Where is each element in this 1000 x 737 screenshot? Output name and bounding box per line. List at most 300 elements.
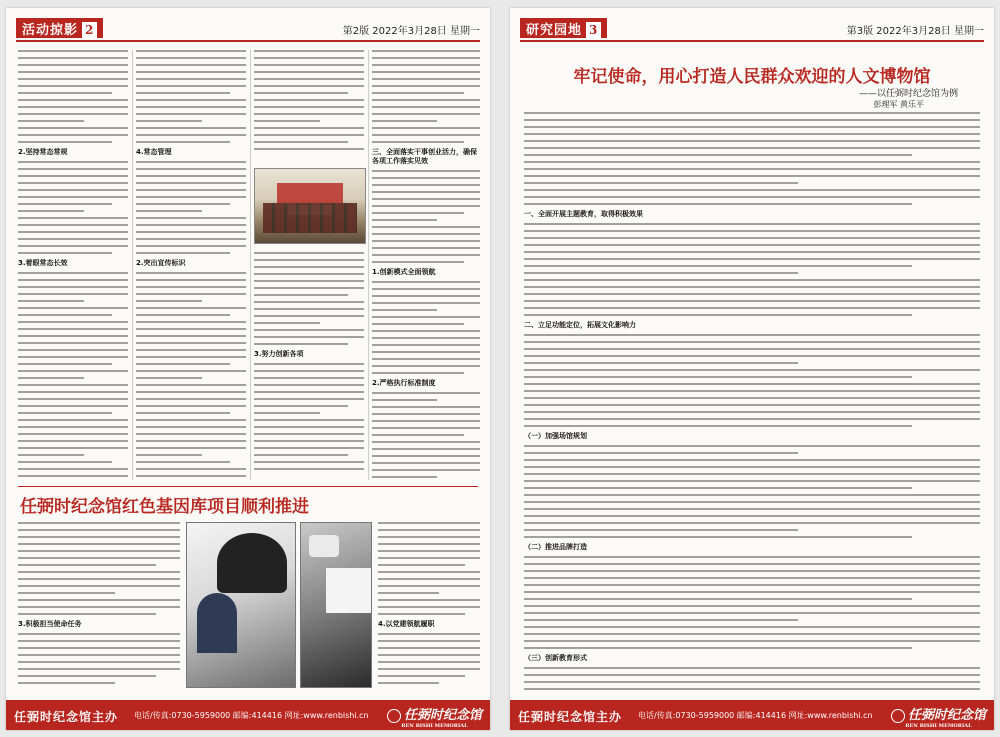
text-line xyxy=(18,433,128,435)
text-line xyxy=(18,606,180,608)
text-line xyxy=(524,466,980,468)
text-line xyxy=(372,99,480,101)
text-line xyxy=(524,119,980,121)
text-line xyxy=(136,141,230,143)
text-line xyxy=(18,578,180,580)
text-line xyxy=(254,398,364,400)
text-line xyxy=(372,330,480,332)
text-line xyxy=(18,245,128,247)
text-line xyxy=(378,585,480,587)
text-line xyxy=(524,688,980,690)
text-line xyxy=(18,175,128,177)
text-line xyxy=(524,522,980,524)
text-line xyxy=(18,564,156,566)
text-line xyxy=(378,571,480,573)
text-line xyxy=(372,106,480,108)
logo-emblem-icon xyxy=(387,709,401,723)
text-line xyxy=(18,279,128,281)
text-line xyxy=(18,64,128,66)
article-author: 彭理军 黄乐平 xyxy=(873,100,924,109)
text-line xyxy=(18,370,128,372)
text-line xyxy=(254,252,364,254)
text-line xyxy=(18,307,128,309)
text-line xyxy=(524,397,980,399)
text-line xyxy=(524,140,980,142)
text-line xyxy=(136,475,246,477)
text-line xyxy=(136,454,202,456)
text-line xyxy=(524,272,798,274)
text-column-1 xyxy=(18,50,128,480)
text-line xyxy=(524,563,980,565)
text-line xyxy=(524,369,980,371)
text-line xyxy=(136,64,246,66)
text-line xyxy=(18,585,180,587)
text-line xyxy=(372,344,480,346)
text-line xyxy=(254,384,364,386)
text-line xyxy=(254,106,364,108)
text-column-bottom-right xyxy=(378,522,480,688)
column-divider xyxy=(368,50,369,480)
camera-box xyxy=(326,568,372,613)
text-line xyxy=(524,577,980,579)
umbrella-light xyxy=(217,533,287,593)
text-line xyxy=(372,337,480,339)
text-line xyxy=(136,210,202,212)
subheading: 三、全面落实干事创业活力，确保各项工作落实见效 xyxy=(372,148,477,165)
text-line xyxy=(136,342,246,344)
text-line xyxy=(18,391,128,393)
text-line xyxy=(372,448,480,450)
text-line xyxy=(372,247,480,249)
text-line xyxy=(524,265,912,267)
text-line xyxy=(524,605,980,607)
text-line xyxy=(18,550,180,552)
title-rule xyxy=(18,486,478,487)
text-line xyxy=(136,224,246,226)
text-line xyxy=(524,279,980,281)
text-line xyxy=(524,674,980,676)
text-line xyxy=(372,134,480,136)
text-line xyxy=(254,412,320,414)
text-line xyxy=(524,418,980,420)
text-line xyxy=(254,440,364,442)
text-line xyxy=(372,141,464,143)
text-line xyxy=(18,120,84,122)
text-line xyxy=(524,681,980,683)
text-line xyxy=(372,288,480,290)
text-line xyxy=(372,219,437,221)
text-line xyxy=(378,640,480,642)
text-line xyxy=(18,613,156,615)
text-line xyxy=(372,469,480,471)
text-line xyxy=(254,259,364,261)
text-line xyxy=(18,529,180,531)
text-line xyxy=(254,336,364,338)
text-line xyxy=(18,293,128,295)
text-line xyxy=(18,363,112,365)
text-line xyxy=(372,205,480,207)
text-line xyxy=(372,198,480,200)
text-line xyxy=(372,177,480,179)
text-column-3a xyxy=(254,50,364,160)
subheading: 4.常态管理 xyxy=(136,148,172,156)
text-line xyxy=(524,619,798,621)
subheading: 3.努力创新各项 xyxy=(254,350,304,358)
text-line xyxy=(372,365,480,367)
subheading: （一）加强场馆规划 xyxy=(524,432,587,440)
text-line xyxy=(136,203,230,205)
text-line xyxy=(136,78,246,80)
text-line xyxy=(372,191,480,193)
text-line xyxy=(378,557,480,559)
section-badge: 研究园地 3 xyxy=(520,18,607,38)
text-line xyxy=(372,316,480,318)
text-line xyxy=(372,92,464,94)
text-line xyxy=(524,626,980,628)
text-column-2 xyxy=(136,50,246,480)
text-line xyxy=(18,668,180,670)
text-line xyxy=(18,640,180,642)
text-line xyxy=(372,78,480,80)
text-line xyxy=(18,238,128,240)
text-line xyxy=(18,384,128,386)
text-line xyxy=(254,85,364,87)
text-line xyxy=(524,168,980,170)
text-line xyxy=(524,355,980,357)
text-line xyxy=(372,413,480,415)
text-line xyxy=(136,231,246,233)
page-number: 2 xyxy=(82,22,97,38)
text-line xyxy=(18,440,128,442)
text-line xyxy=(18,377,84,379)
text-line xyxy=(378,578,480,580)
text-column-3b xyxy=(254,252,364,480)
text-line xyxy=(18,203,112,205)
text-line xyxy=(18,71,128,73)
text-line xyxy=(254,308,364,310)
text-line xyxy=(524,647,912,649)
text-line xyxy=(18,99,128,101)
text-line xyxy=(372,462,480,464)
text-line xyxy=(254,120,320,122)
text-line xyxy=(372,323,464,325)
text-line xyxy=(254,92,348,94)
text-line xyxy=(524,314,912,316)
text-line xyxy=(18,57,128,59)
text-line xyxy=(524,390,980,392)
text-line xyxy=(372,295,480,297)
right-page-header xyxy=(520,16,984,42)
text-line xyxy=(378,529,480,531)
text-line xyxy=(524,348,980,350)
text-line xyxy=(136,50,246,52)
text-line xyxy=(372,64,480,66)
text-line xyxy=(372,455,480,457)
text-line xyxy=(254,363,364,365)
text-line xyxy=(378,536,480,538)
text-line xyxy=(254,301,364,303)
text-line xyxy=(524,203,912,205)
text-line xyxy=(524,584,980,586)
text-line xyxy=(524,147,980,149)
text-line xyxy=(254,148,364,150)
text-line xyxy=(254,377,364,379)
text-line xyxy=(136,238,246,240)
text-line xyxy=(254,280,364,282)
text-line xyxy=(378,550,480,552)
text-line xyxy=(136,189,246,191)
text-line xyxy=(136,245,246,247)
right-newspaper-page xyxy=(510,8,994,730)
text-line xyxy=(136,321,246,323)
text-line xyxy=(378,661,480,663)
text-line xyxy=(372,85,480,87)
text-line xyxy=(136,161,246,163)
text-line xyxy=(136,92,230,94)
column-divider xyxy=(132,50,133,480)
text-line xyxy=(524,293,980,295)
text-line xyxy=(136,279,246,281)
text-line xyxy=(18,571,180,573)
text-line xyxy=(18,314,112,316)
text-line xyxy=(18,50,128,52)
text-line xyxy=(524,376,912,378)
text-line xyxy=(524,244,980,246)
softbox xyxy=(309,535,339,557)
right-page-footer xyxy=(510,700,994,730)
text-line xyxy=(254,426,364,428)
text-line xyxy=(378,564,465,566)
text-line xyxy=(18,405,128,407)
text-line xyxy=(524,570,980,572)
text-line xyxy=(524,501,980,503)
text-line xyxy=(136,293,246,295)
text-line xyxy=(524,112,980,114)
text-line xyxy=(378,522,480,524)
text-line xyxy=(136,335,246,337)
text-line xyxy=(18,161,128,163)
subheading: 2.坚持常态常规 xyxy=(18,148,68,156)
left-page-footer xyxy=(6,700,490,730)
text-line xyxy=(18,106,128,108)
text-line xyxy=(254,294,348,296)
text-line xyxy=(254,419,364,421)
text-line xyxy=(18,398,128,400)
studio-photo-operator xyxy=(186,522,296,688)
text-line xyxy=(372,309,437,311)
text-line xyxy=(372,71,480,73)
text-line xyxy=(18,127,128,129)
text-line xyxy=(18,536,180,538)
text-line xyxy=(136,349,246,351)
text-line xyxy=(524,154,912,156)
text-line xyxy=(524,633,980,635)
text-line xyxy=(524,640,980,642)
text-line xyxy=(372,420,480,422)
memorial-logo: 任弼时纪念馆 REN BISHI MEMORIAL xyxy=(891,704,986,729)
text-line xyxy=(378,633,480,635)
text-line xyxy=(18,647,180,649)
text-line xyxy=(372,127,480,129)
subheading: 1.创新模式全面领航 xyxy=(372,268,436,276)
text-line xyxy=(136,391,246,393)
text-line xyxy=(524,452,798,454)
issue-date: 第3版 2022年3月28日 星期一 xyxy=(846,26,984,37)
text-line xyxy=(136,286,246,288)
text-line xyxy=(524,362,798,364)
text-line xyxy=(378,675,465,677)
subheading: 4.以党建领航履职 xyxy=(378,620,435,628)
text-column-4 xyxy=(372,50,480,480)
text-line xyxy=(18,356,128,358)
text-line xyxy=(18,412,112,414)
text-line xyxy=(18,543,180,545)
text-line xyxy=(136,405,246,407)
text-line xyxy=(18,210,84,212)
text-line xyxy=(372,240,480,242)
text-line xyxy=(378,613,465,615)
text-line xyxy=(372,372,464,374)
text-line xyxy=(254,266,364,268)
contact-info: 电话/传真:0730-5959000 邮编:414416 网址:www.renbishi.cn xyxy=(134,711,369,720)
text-line xyxy=(18,217,128,219)
text-line xyxy=(524,223,980,225)
text-line xyxy=(524,286,980,288)
text-line xyxy=(254,370,364,372)
article-title: 牢记使命，用心打造人民群众欢迎的人文博物馆 xyxy=(573,67,931,87)
text-line xyxy=(18,300,84,302)
text-line xyxy=(524,237,980,239)
text-line xyxy=(136,252,230,254)
text-line xyxy=(524,334,980,336)
text-line xyxy=(136,272,246,274)
text-line xyxy=(524,307,980,309)
text-line xyxy=(18,592,115,594)
text-line xyxy=(136,440,246,442)
text-line xyxy=(254,454,348,456)
text-line xyxy=(524,480,980,482)
column-divider xyxy=(250,50,251,480)
text-line xyxy=(18,447,128,449)
text-line xyxy=(372,441,480,443)
text-line xyxy=(18,557,180,559)
text-line xyxy=(372,399,437,401)
text-line xyxy=(18,286,128,288)
text-line xyxy=(136,85,246,87)
text-line xyxy=(136,71,246,73)
text-line xyxy=(136,314,230,316)
text-line xyxy=(254,141,348,143)
text-line xyxy=(136,426,246,428)
text-line xyxy=(18,231,128,233)
text-line xyxy=(524,404,980,406)
text-line xyxy=(18,461,112,463)
text-line xyxy=(18,196,128,198)
text-line xyxy=(254,315,364,317)
subheading: 2.突出宣传标识 xyxy=(136,259,186,267)
text-line xyxy=(254,322,320,324)
text-line xyxy=(254,468,364,470)
text-line xyxy=(136,120,202,122)
text-line xyxy=(524,473,980,475)
text-line xyxy=(524,133,980,135)
text-line xyxy=(254,78,364,80)
text-line xyxy=(524,182,798,184)
text-line xyxy=(524,487,912,489)
subheading: （三）创新教育形式 xyxy=(524,654,587,662)
text-line xyxy=(18,654,180,656)
text-line xyxy=(18,419,128,421)
text-line xyxy=(18,272,128,274)
text-line xyxy=(372,406,480,408)
text-line xyxy=(18,522,180,524)
text-line xyxy=(136,182,246,184)
text-line xyxy=(254,405,348,407)
text-line xyxy=(18,599,180,601)
text-line xyxy=(372,281,480,283)
text-line xyxy=(18,328,128,330)
text-line xyxy=(378,599,480,601)
text-line xyxy=(378,682,439,684)
stage-banner xyxy=(277,183,343,203)
text-line xyxy=(136,106,246,108)
text-line xyxy=(18,252,112,254)
text-line xyxy=(136,113,246,115)
text-line xyxy=(136,412,230,414)
text-line xyxy=(136,461,230,463)
text-line xyxy=(254,391,364,393)
text-line xyxy=(18,78,128,80)
text-line xyxy=(378,543,480,545)
text-line xyxy=(372,434,464,436)
text-line xyxy=(18,335,128,337)
text-line xyxy=(372,57,480,59)
subheading: （二）推进品牌打造 xyxy=(524,543,587,551)
text-line xyxy=(136,217,246,219)
text-line xyxy=(524,508,980,510)
text-line xyxy=(136,370,246,372)
subheading: 3.着眼常态长效 xyxy=(18,259,68,267)
text-line xyxy=(18,675,156,677)
text-line xyxy=(136,384,246,386)
text-line xyxy=(136,356,246,358)
text-line xyxy=(136,134,246,136)
text-line xyxy=(18,141,112,143)
text-line xyxy=(18,468,128,470)
text-line xyxy=(524,598,912,600)
text-line xyxy=(524,459,980,461)
text-line xyxy=(136,175,246,177)
text-line xyxy=(136,300,202,302)
text-line xyxy=(18,475,128,477)
text-line xyxy=(378,668,480,670)
text-line xyxy=(524,425,912,427)
text-line xyxy=(524,529,798,531)
text-line xyxy=(524,515,980,517)
text-line xyxy=(524,189,980,191)
text-line xyxy=(136,99,246,101)
text-line xyxy=(372,392,480,394)
memorial-logo: 任弼时纪念馆 REN BISHI MEMORIAL xyxy=(387,704,482,729)
text-line xyxy=(254,447,364,449)
audience-seats xyxy=(263,203,357,233)
text-line xyxy=(18,92,112,94)
left-page-header xyxy=(16,16,480,42)
text-line xyxy=(136,328,246,330)
article-body xyxy=(524,112,980,692)
text-line xyxy=(254,134,364,136)
text-line xyxy=(372,254,480,256)
